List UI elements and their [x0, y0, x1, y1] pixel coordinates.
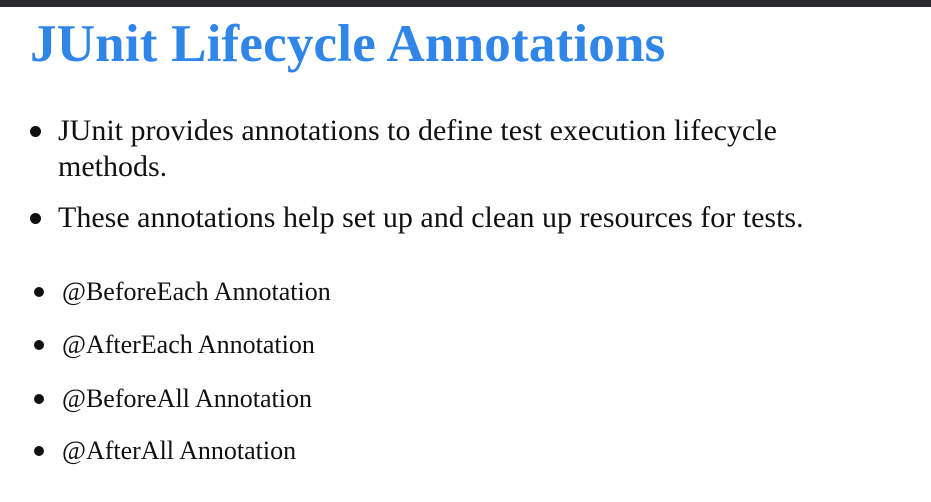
bullet-text: @BeforeEach Annotation [62, 277, 331, 306]
top-window-bar [0, 0, 931, 7]
bullet-dot-icon [34, 340, 44, 350]
bullet-text: JUnit provides annotations to define test execution lifecycle methods. [58, 114, 777, 183]
bullet-text: @BeforeAll Annotation [62, 384, 312, 413]
slide-title: JUnit Lifecycle Annotations [30, 15, 666, 73]
bullet-text: @AfterAll Annotation [62, 436, 297, 465]
bullet-dot-icon [30, 126, 41, 137]
bullet-dot-icon [30, 213, 41, 224]
bullet-dot-icon [34, 287, 44, 297]
bullet-text: @AfterEach Annotation [62, 330, 315, 359]
bullet-dot-icon [34, 446, 44, 456]
bullet-dot-icon [34, 394, 44, 404]
bullet-text: These annotations help set up and clean up resources for tests. [58, 201, 804, 234]
